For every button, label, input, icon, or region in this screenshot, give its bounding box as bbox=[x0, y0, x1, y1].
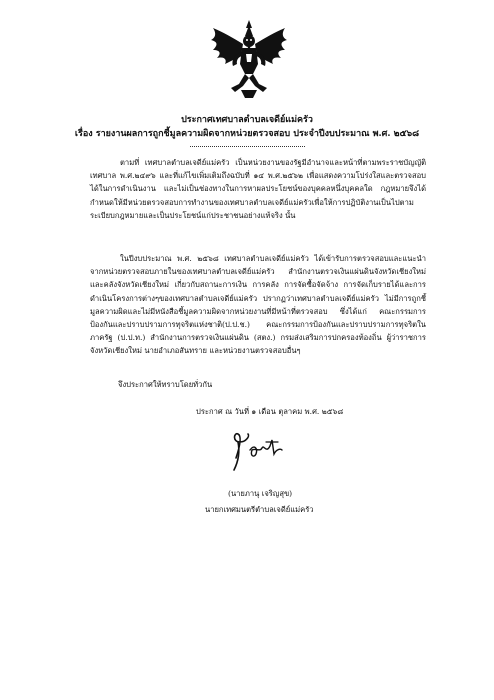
announcement-title: ประกาศเทศบาลตำบลเจดีย์แม่ครัว bbox=[181, 115, 313, 125]
handwritten-signature-icon bbox=[228, 428, 286, 474]
body-paragraph-1: ตามที่ เทศบาลตำบลเจดีย์แม่ครัว เป็นหน่วยงานของรัฐมีอำนาจและหน้าที่ตามพระราชบัญญัติเทศบาล พ.ศ.๒๔๙๖ และที่แก้ไขเพิ่มเติมถึงฉบับที่ ๑๔ พ.ศ.๒๕๖๒ เพื่อแสดงความโปร่งใสและตรวจสอบได้ในการดำเนินงาน และไม่เป็นช่องทางในการหาผลประโยชน์ของบุคคลหนึ่งบุคคลใด กฎหมายจึงได้กำหนดให้มีหน่วยตรวจสอบการทำงานของเทศบาลตำบลเจดีย์แม่ครัวเพื่อให้การปฏิบัติงานเป็นไปตามระเบียบกฎหมายและเป็นประโยชน์แก่ประชาชนอย่างแท้จริง นั้น bbox=[90, 158, 426, 220]
announcement-subject: เรื่อง รายงานผลการถูกชี้มูลความผิดจากหน่วยตรวจสอบ ประจำปีงบประมาณ พ.ศ. ๒๕๖๘ bbox=[74, 129, 420, 139]
signer-name: (นายภานุ เจริญสุข) bbox=[228, 489, 293, 498]
garuda-emblem-icon bbox=[209, 18, 289, 100]
title-separator bbox=[190, 146, 305, 147]
announcement-date: ประกาศ ณ วันที่ ๑ เดือน ตุลาคม พ.ศ. ๒๕๖๘ bbox=[196, 407, 344, 416]
body-paragraph-2: ในปีงบประมาณ พ.ศ. ๒๕๖๘ เทศบาลตำบลเจดีย์แม่ครัว ได้เข้ารับการตรวจสอบและแนะนำจากหน่วยตรวจสอบภายในของเทศบาลตำบลเจดีย์แม่ครัว สำนักงานตรวจเงินแผ่นดินจังหวัดเชียงใหม่ และคลังจังหวัดเชียงใหม่ เกี่ยวกับสถานะการเงิน การคลัง การจัดซื้อจัดจ้าง การจัดเก็บรายได้และการดำเนินโครงการต่างๆของเทศบาลตำบลเจดีย์แม่ครัว ปรากฏว่าเทศบาลตำบลเจดีย์แม่ครัว ไม่มีการถูกชี้มูลความผิดและไม่มีหนังสือชี้มูลความผิดจากหน่วยงานที่มีหน้าที่ตรวจสอบ ซึ่งได้แก่ คณะกรรมการป้องกันและปราบปรามการทุจริตแห่งชาติ(ป.ป.ช.) คณะกรรมการป้องกันและปราบปรามการทุจริตในภาครัฐ (ป.ป.ท.) สำนักงานการตรวจเงินแผ่นดิน (สตง.) กรมส่งเสริมการปกครองท้องถิ่น ผู้ว่าราชการจังหวัดเชียงใหม่ นายอำเภอสันทราย และหน่วยงานตรวจสอบอื่นๆ bbox=[90, 254, 426, 356]
body-paragraph-3: จึงประกาศให้ทราบโดยทั่วกัน bbox=[118, 380, 213, 389]
signer-position: นายกเทศมนตรีตำบลเจดีย์แม่ครัว bbox=[205, 505, 314, 514]
